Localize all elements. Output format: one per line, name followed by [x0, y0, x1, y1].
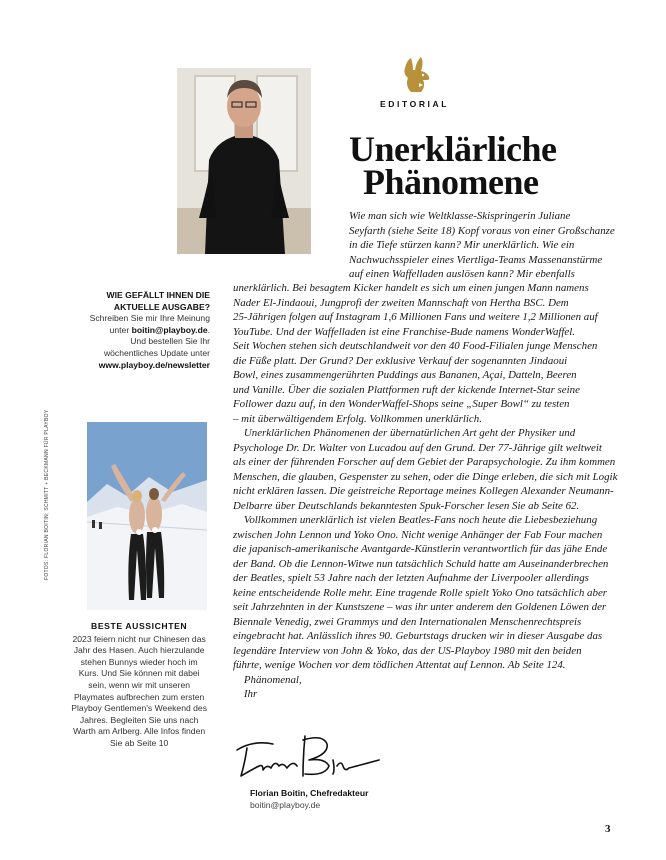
- text-line: nicht erklären lassen. Die geistreiche Reportage meines Kollegen Alexander Neumann-: [233, 485, 614, 497]
- feedback-email-link[interactable]: boitin@playboy.de: [131, 324, 208, 335]
- text-line: legendäre Interview von John & Yoko, das der US-Playboy 1980 mit den beiden: [233, 644, 582, 657]
- sidebar-heading: AKTUELLE AUSGABE?: [113, 301, 210, 312]
- text-line: Vollkommen unerklärlich ist vielen Beatles-Fans noch heute die Liebesbeziehung: [233, 514, 598, 526]
- headline: [349, 129, 609, 202]
- sidebar-text: wöchentliches Update unter: [103, 347, 210, 358]
- sidebar-heading: BESTE AUSSICHTEN: [91, 621, 188, 631]
- text-line: Delbarre über Deutschlands bekanntesten Spuk-Forscher lesen Sie ab Seite 62.: [233, 499, 580, 512]
- text-line: eingebracht hat. Anlässlich ihres 90. Geburtstags drucken wir in dieser Ausgabe das: [233, 630, 603, 642]
- sidebar-text: Schreiben Sie mir Ihre Meinung: [89, 313, 210, 324]
- editorial-body-text: [233, 281, 617, 702]
- text-line: der Band. Ob die Lennon-Witwe nun tatsächlich Schuld hatte am Auseinanderbrechen: [233, 557, 609, 570]
- page-number: 3: [605, 823, 611, 835]
- author-signoff: [250, 788, 368, 811]
- text-line: Menschen, die glauben, Gespenster zu sehen, oder die Dinge erleben, die sich mit Logik: [233, 470, 618, 483]
- text-line: unerklärlich. Bei besagtem Kicker handelt es sich um einen jungen Mann namens: [233, 282, 589, 294]
- editor-portrait-photo: [177, 68, 311, 254]
- text-line: Unerklärlichen Phänomenen der übernatürlichen Art geht der Physiker und: [233, 427, 576, 439]
- bunnies-snow-photo: [87, 422, 207, 610]
- closing-line: Ihr: [233, 688, 258, 700]
- sidebar-heading: WIE GEFÄLLT IHNEN DIE: [106, 290, 210, 300]
- text-line: Nachwuchsspieler eines Viertliga-Teams Massenanstürme: [349, 253, 603, 266]
- text-line: führte, wenige Wochen vor dem tödlichen Attentat auf Lennon. Ab Seite 124.: [233, 659, 566, 671]
- headline-line-2: Phänomene: [363, 162, 539, 202]
- headline-line-1: Unerklärliche: [349, 129, 557, 169]
- text-line: zwischen John Lennon und Yoko Ono. Nicht wenige Anhänger der Fab Four machen: [233, 528, 603, 541]
- sidebar-text: 2023 feiern nicht nur Chinesen das: [72, 633, 206, 644]
- sidebar-text: Playmates aufbrechen zum ersten: [73, 691, 205, 702]
- text-line: Follower dazu auf, in den WonderWaffel-Shops seine „Super Bowl“ zu testen: [233, 398, 570, 410]
- text-line: seit Jahrzehnten in der Kunstszene – was ihr unter anderem den Goldenen Löwen der: [233, 601, 607, 613]
- text-line: als einer der führenden Forscher auf dem Gebiet der Parapsychologie. Zu ihm kommen: [233, 456, 616, 468]
- text-line: die japanisch-amerikanische Avantgarde-Künstlerin verantwortlich für das jähe Ende: [233, 543, 608, 555]
- text-line: der Beatles, spielt 53 Jahre nach der letzten Aufnahme der Liverpooler allerdings: [233, 572, 589, 584]
- closing-line: Phänomenal,: [233, 673, 302, 686]
- sidebar-text: unter: [109, 324, 132, 335]
- text-line: Seyfarth (siehe Seite 18) Kopf voraus von einer Großschanze: [349, 224, 615, 237]
- text-line: keine entscheidende Rolle mehr. Eine tragende Rolle spielt Yoko Ono tatsächlich aber: [233, 586, 608, 599]
- text-line: in die Tiefe stürzen kann? Mir unerklärlich. Wie ein: [349, 239, 575, 251]
- handwritten-signature: [233, 730, 383, 785]
- text-line: Psychologe Dr. Dr. Walter von Lucadou auf den Grund. Der 77-Jährige gilt weltweit: [233, 441, 602, 454]
- sidebar-text: sein, wenn wir mit unseren: [88, 679, 191, 690]
- text-line: die Füße platt. Der Grund? Der exklusive Verkauf der sogenannten Jindaoui: [233, 354, 568, 367]
- author-email-link[interactable]: boitin@playboy.de: [250, 799, 321, 810]
- newsletter-link[interactable]: www.playboy.de/newsletter: [98, 359, 210, 370]
- text-line: Wie man sich wie Weltklasse-Skispringerin Juliane: [349, 210, 571, 222]
- playboy-bunny-logo-icon: [399, 56, 433, 94]
- section-label: EDITORIAL: [380, 99, 450, 109]
- intro-paragraph: [349, 209, 615, 282]
- author-name: Florian Boitin, Chefredakteur: [250, 788, 369, 798]
- sidebar-text: Und bestellen Sie Ihr: [130, 336, 210, 347]
- sidebar-event: [71, 621, 207, 750]
- text-line: auf einen Waffelladen auslösen kann? Mir ebenfalls: [349, 268, 575, 280]
- text-line: 25-Jährigen folgen auf Instagram 1,6 Millionen Fans und weitere 1,2 Millionen auf: [233, 311, 598, 323]
- text-line: Nader El-Jindaoui, Jungprofi der zweiten Mannschaft von Hertha BSC. Dem: [233, 296, 569, 309]
- sidebar-text: .: [207, 324, 210, 335]
- text-line: Biennale Venedig, zwei Grammys und den Internationalen Menschenrechtspreis: [233, 615, 582, 628]
- sidebar-text: Jahres. Begleiten Sie uns nach: [79, 714, 199, 725]
- sidebar-text: Sie ab Seite 10: [109, 737, 169, 748]
- sidebar-text: Jahr des Hasen. Auch hierzulande: [73, 645, 205, 656]
- photo-credit: FOTOS: FLORIAN BOITIN; SCHMITT + BECKMANN FÜR PLAYBOY: [44, 409, 50, 580]
- text-line: Seit Wochen stehen sich deutschlandweit vor den 40 Food-Filialen junge Menschen: [233, 340, 598, 352]
- text-line: – mit überwältigendem Erfolg. Vollkommen unerklärlich.: [233, 412, 482, 425]
- text-line: Bowl, eines zusammengerührten Puddings aus Bananen, Açai, Datteln, Beeren: [233, 369, 577, 381]
- text-line: und Vanille. Über die sozialen Plattformen ruft der kickende Internet-Star seine: [233, 383, 580, 396]
- sidebar-text: Warth am Arlberg. Alle Infos finden: [73, 726, 206, 737]
- sidebar-text: stehen Bunnys wieder hoch im: [80, 656, 198, 667]
- text-line: YouTube. Und der Waffelladen ist eine Franchise-Bude namens WonderWaffel.: [233, 325, 576, 338]
- sidebar-text: Kurs. Und Sie können mit dabei: [78, 668, 200, 679]
- sidebar-text: Playboy Gentlemen's Weekend des: [71, 703, 207, 714]
- sidebar-feedback: [90, 290, 210, 371]
